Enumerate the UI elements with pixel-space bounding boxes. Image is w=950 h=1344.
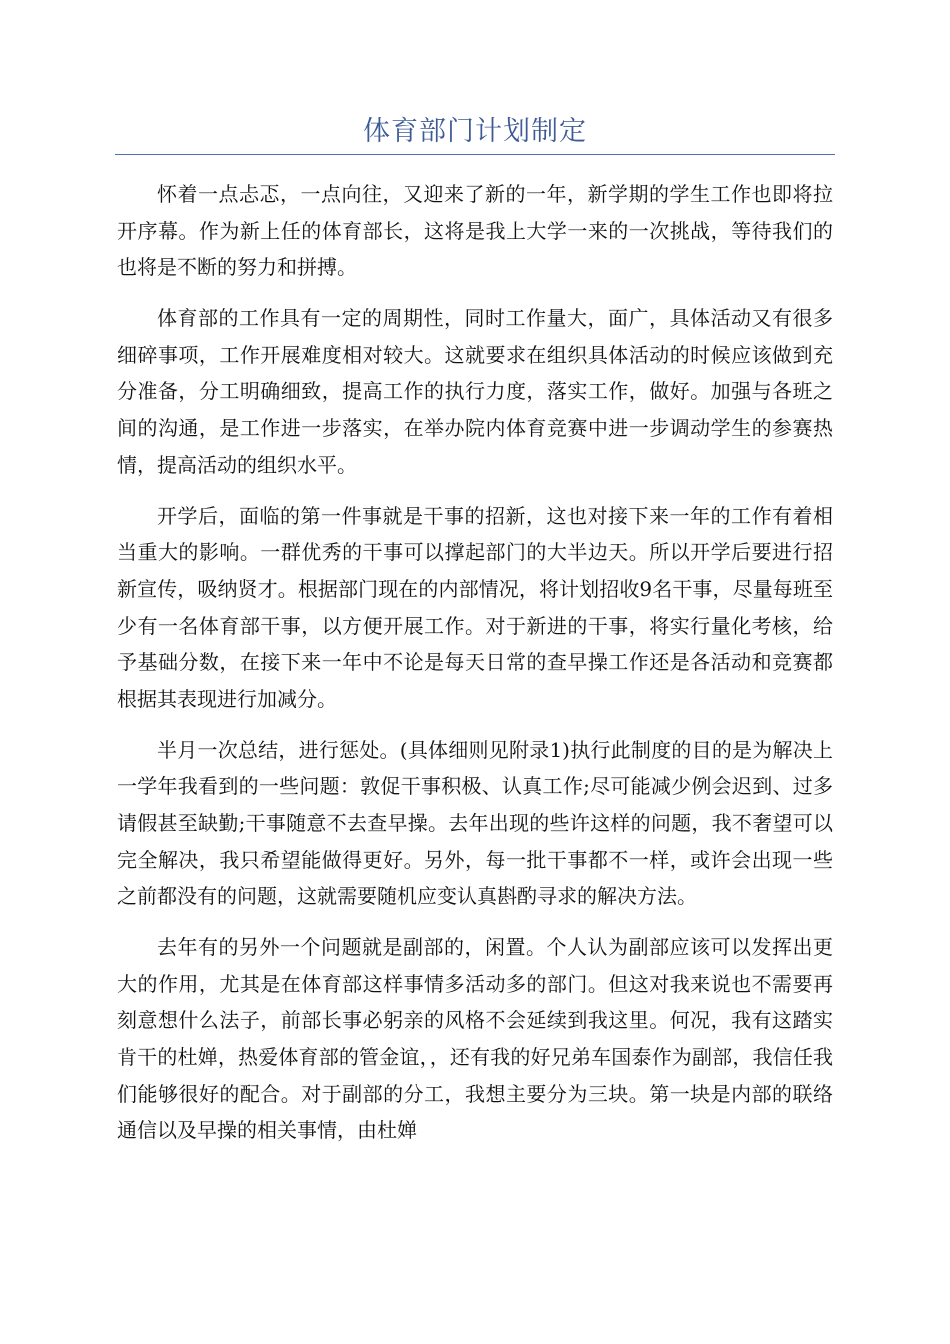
paragraph-3: 开学后，面临的第一件事就是干事的招新，这也对接下来一年的工作有着相当重大的影响。一群优秀的干事可以撑起部门的大半边天。所以开学后要进行招新宣传，吸纳贤才。根据部门现在的内部情况，将计划招收9名干事，尽量每班至少有一名体育部干事，以方便开展工作。对于新进的干事，将实行量化考核，给予基础分数，在接下来一年中不论是每天日常的查早操工作还是各活动和竞赛都根据其表现进行加减分。 (117, 503, 833, 711)
paragraph-2: 体育部的工作具有一定的周期性，同时工作量大，面广，具体活动又有很多细碎事项，工作开展难度相对较大。这就要求在组织具体活动的时候应该做到充分准备，分工明确细致，提高工作的执行力度，落实工作，做好。加强与各班之间的沟通，是工作进一步落实，在举办院内体育竞赛中进一步调动学生的参赛热情，提高活动的组织水平。 (117, 306, 833, 477)
paragraph-5: 去年有的另外一个问题就是副部的，闲置。个人认为副部应该可以发挥出更大的作用，尤其是在体育部这样事情多活动多的部门。但这对我来说也不需要再刻意想什么法子，前部长事必躬亲的风格不会延续到我这里。何况，我有这踏实肯干的杜婵，热爱体育部的管金谊，，还有我的好兄弟车国泰作为副部，我信任我们能够很好的配合。对于副部的分工，我想主要分为三块。第一块是内部的联络通信以及早操的相关事情，由杜婵 (117, 935, 833, 1143)
document-title: 体育部门计划制定 (363, 116, 587, 147)
title-underline (115, 154, 835, 155)
paragraph-1: 怀着一点忐忑，一点向往，又迎来了新的一年，新学期的学生工作也即将拉开序幕。作为新上任的体育部长，这将是我上大学一来的一次挑战，等待我们的也将是不断的努力和拼搏。 (117, 182, 833, 280)
paragraph-4: 半月一次总结，进行惩处。(具体细则见附录1)执行此制度的目的是为解决上一学年我看到的一些问题：敦促干事积极、认真工作;尽可能减少例会迟到、过多请假甚至缺勤;干事随意不去查早操。去年出现的些许这样的问题，我不奢望可以完全解决，我只希望能做得更好。另外，每一批干事都不一样，或许会出现一些之前都没有的问题，这就需要随机应变认真斟酌寻求的解决方法。 (117, 737, 833, 909)
document-body (117, 176, 833, 1163)
